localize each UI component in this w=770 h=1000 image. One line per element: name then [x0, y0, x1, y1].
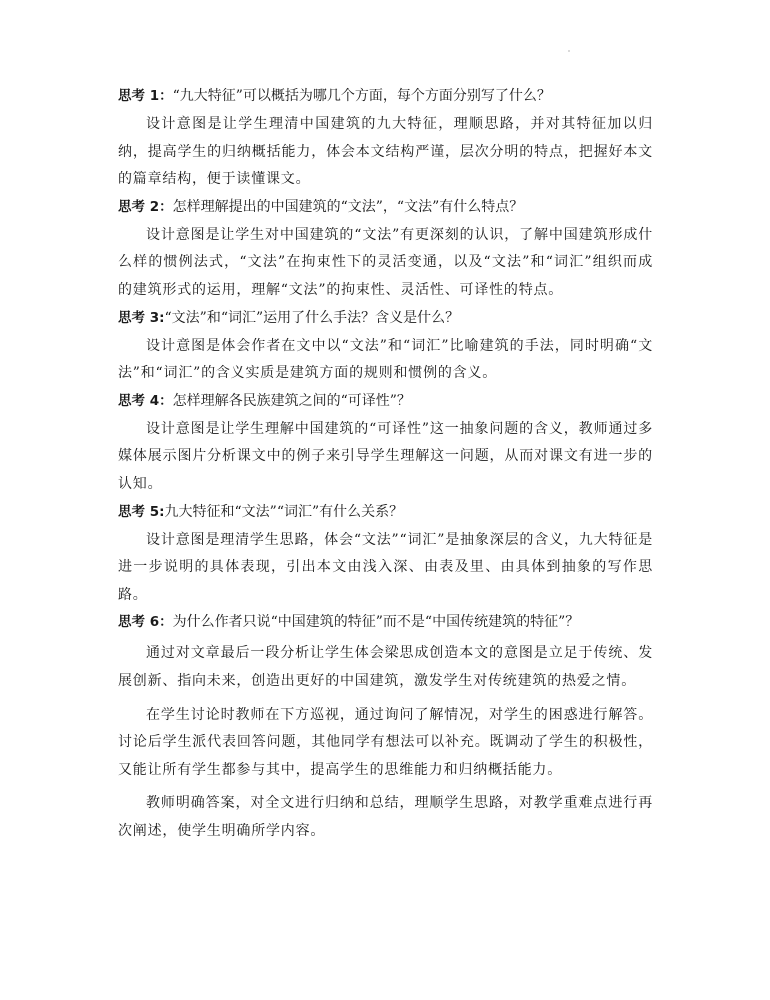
question-label: 思考 5: [118, 503, 165, 520]
question-text: 怎样理解各民族建筑之间的“可译性”？ [172, 392, 411, 409]
answer-3: 设计意图是体会作者在文中以“文法”和“词汇”比喻建筑的手法，同时明确“文法”和“词汇”的含义实质是建筑方面的规则和惯例的含义。 [118, 337, 653, 382]
question-label: 思考 2： [118, 198, 173, 215]
answer-2: 设计意图是让学生对中国建筑的“文法”有更深刻的认识，了解中国建筑形成什么样的惯例法式，“文法”在拘束性下的灵活变通，以及“文法”和“词汇”组织而成的建筑形式的运用，理解“文法”的拘束性、灵活性、可译性的特点。 [118, 226, 653, 298]
closing-paragraph-1: 在学生讨论时教师在下方巡视，通过询问了解情况，对学生的困惑进行解答。讨论后学生派代表回答问题，其他同学有想法可以补充。既调动了学生的积极性，又能让所有学生都参与其中，提高学生的思维能力和归纳概括能力。 [118, 706, 653, 778]
question-label: 思考 3: [118, 309, 165, 326]
question-label: 思考 6： [118, 614, 173, 631]
question-text: “九大特征”可以概括为哪几个方面，每个方面分别写了什么？ [172, 88, 551, 104]
question-label: 思考 1： [118, 88, 173, 104]
question-text: 九大特征和“文法”“词汇”有什么关系？ [164, 503, 404, 520]
question-label: 思考 4： [118, 392, 173, 409]
question-5 [118, 500, 653, 524]
question-2 [118, 195, 653, 219]
answer-4: 设计意图是让学生理解中国建筑的“可译性”这一抽象问题的含义，教师通过多媒体展示图片分析课文中的例子来引导学生理解这一问题，从而对课文有进一步的认知。 [118, 420, 653, 492]
question-1 [118, 84, 653, 108]
document-body [118, 84, 653, 846]
page-mark [568, 50, 570, 52]
question-text: “文法”和“词汇”运用了什么手法？含义是什么？ [164, 309, 460, 326]
question-3 [118, 306, 653, 330]
question-text: 怎样理解提出的中国建筑的“文法”，“文法”有什么特点？ [172, 198, 524, 215]
closing-paragraph-2: 教师明确答案，对全文进行归纳和总结，理顺学生思路，对教学重难点进行再次阐述，使学生明确所学内容。 [118, 795, 653, 839]
question-text: 为什么作者只说“中国建筑的特征”而不是“中国传统建筑的特征”？ [172, 614, 580, 631]
question-4 [118, 389, 653, 413]
answer-5: 设计意图是理清学生思路，体会“文法”“词汇”是抽象深层的含义，九大特征是进一步说明的具体表现，引出本文由浅入深、由表及里、由具体到抽象的写作思路。 [118, 531, 653, 603]
question-6 [118, 610, 653, 634]
answer-6: 通过对文章最后一段分析让学生体会梁思成创造本文的意图是立足于传统、发展创新、指向未来，创造出更好的中国建筑，激发学生对传统建筑的热爱之情。 [118, 645, 653, 689]
answer-1: 设计意图是让学生理清中国建筑的九大特征，理顺思路，并对其特征加以归纳，提高学生的归纳概括能力，体会本文结构严谨，层次分明的特点，把握好本文的篇章结构，便于读懂课文。 [118, 116, 653, 188]
